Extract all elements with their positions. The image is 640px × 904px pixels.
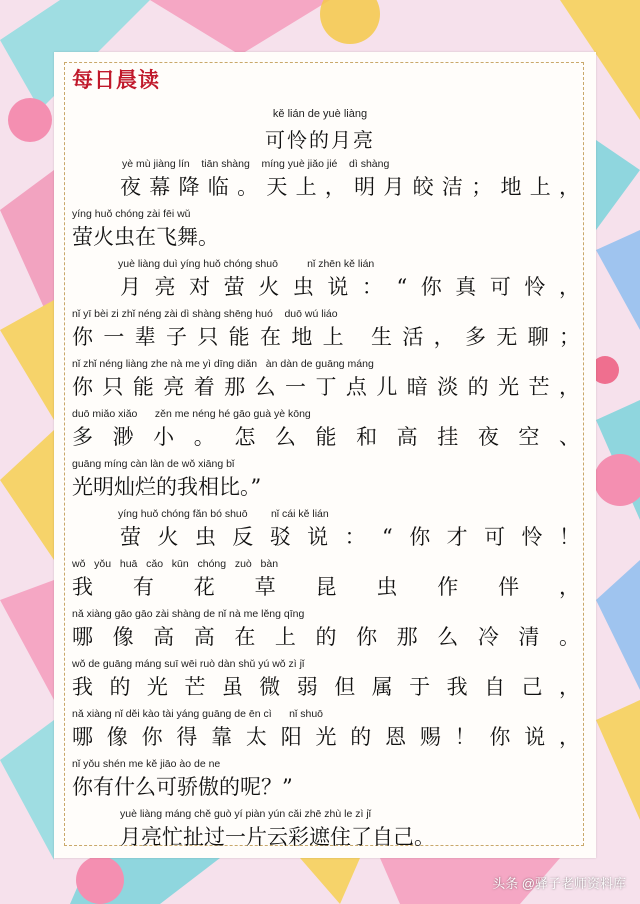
section-heading: 每日晨读 — [72, 67, 160, 92]
hanzi-line: 哪像你得靠太阳光的恩赐！你说， — [72, 725, 580, 749]
title-pinyin: kě lián de yuè liàng — [272, 108, 368, 120]
text-line — [72, 708, 580, 752]
pinyin-line: nǎ xiàng gāo gāo zài shàng de nǐ nà me lěng qīng — [72, 608, 305, 620]
hanzi-line: 夜幕降临。天上，明月皎洁；地上， — [120, 175, 580, 199]
pinyin-line: yuè liàng máng chě guò yí piàn yún cǎi zhē zhù le zì jǐ — [120, 808, 371, 820]
yellow-triangle-shape — [0, 430, 54, 560]
hanzi-line: 光明灿烂的我相比。” — [72, 475, 262, 499]
pinyin-line: nǐ zhǐ néng liàng zhe nà me yì dīng diǎn àn dàn de guāng máng — [72, 358, 374, 370]
pinyin-line: yíng huǒ chóng fǎn bó shuō nǐ cái kě lián — [118, 508, 329, 520]
text-line — [72, 758, 580, 802]
hanzi-line: 我有花草昆虫作伴， — [72, 575, 580, 599]
pinyin-line: duō miǎo xiǎo zěn me néng hé gāo guà yè kōng — [72, 408, 311, 420]
pinyin-line: wǒ de guāng máng suī wēi ruò dàn shǔ yú wǒ zì jǐ — [72, 658, 305, 670]
hanzi-line: 你一辈子只能在地上 生活，多无聊； — [72, 325, 580, 349]
watermelon-decoration — [76, 856, 124, 904]
pinyin-line: nǐ yī bèi zi zhǐ néng zài dì shàng shēng huó duō wú liáo — [72, 308, 338, 320]
pink-triangle-shape — [0, 580, 54, 700]
hanzi-line: 你有什么可骄傲的呢？” — [72, 775, 293, 799]
hanzi-line: 多渺小。怎么能和高挂夜空、 — [72, 425, 580, 449]
blue-triangle-shape — [596, 560, 640, 690]
cyan-triangle-shape — [596, 140, 640, 230]
pink-triangle-shape — [150, 0, 330, 55]
pinyin-line: wǒ yǒu huā cǎo kūn chóng zuò bàn — [72, 558, 279, 570]
pinyin-line: nǐ yǒu shén me kě jiāo ào de ne — [72, 758, 221, 770]
hanzi-line: 萤火虫在飞舞。 — [72, 225, 219, 249]
text-line — [72, 808, 580, 852]
hanzi-line: 我的光芒虽微弱但属于我自己， — [72, 675, 580, 699]
text-line — [72, 608, 580, 652]
hanzi-line: 月亮对萤火虫说：“你真可怜， — [120, 275, 580, 299]
watermark-text: 头条 @驿子老师资料库 — [492, 876, 626, 891]
text-line — [72, 258, 580, 302]
hanzi-line: 你只能亮着那么一丁点儿暗淡的光芒， — [72, 375, 580, 399]
pinyin-line: nǎ xiàng nǐ děi kào tài yáng guāng de ēn cì nǐ shuō — [72, 708, 324, 720]
text-line — [72, 308, 580, 352]
text-line — [72, 458, 580, 502]
pinyin-line: yè mù jiàng lín tiān shàng míng yuè jiǎo jié dì shàng — [122, 158, 390, 170]
pinyin-line: yíng huǒ chóng zài fēi wǔ — [72, 208, 191, 220]
pineapple-decoration — [320, 0, 380, 44]
hanzi-line: 月亮忙扯过一片云彩遮住了自己。 — [120, 825, 435, 849]
text-line — [72, 558, 580, 602]
pinyin-line: guāng míng càn làn de wǒ xiāng bǐ — [72, 458, 235, 470]
text-line — [72, 658, 580, 702]
blue-triangle-shape — [596, 230, 640, 330]
yellow-triangle-shape — [0, 300, 54, 420]
text-line — [72, 408, 580, 452]
cyan-triangle-shape — [0, 720, 54, 860]
hanzi-line: 哪像高高在上的你那么冷清。 — [72, 625, 580, 649]
poem-title: 可怜的月亮 — [265, 128, 375, 152]
text-line — [72, 158, 580, 202]
text-line — [72, 208, 580, 252]
hanzi-line: 萤火虫反驳说：“你才可怜！ — [120, 525, 580, 549]
yellow-triangle-shape — [300, 858, 360, 904]
watermelon-decoration — [594, 454, 640, 506]
pinyin-line: yuè liàng duì yíng huǒ chóng shuō nǐ zhēn kě lián — [118, 258, 375, 270]
yellow-triangle-shape — [596, 700, 640, 820]
text-line — [72, 358, 580, 402]
text-line — [72, 508, 580, 552]
